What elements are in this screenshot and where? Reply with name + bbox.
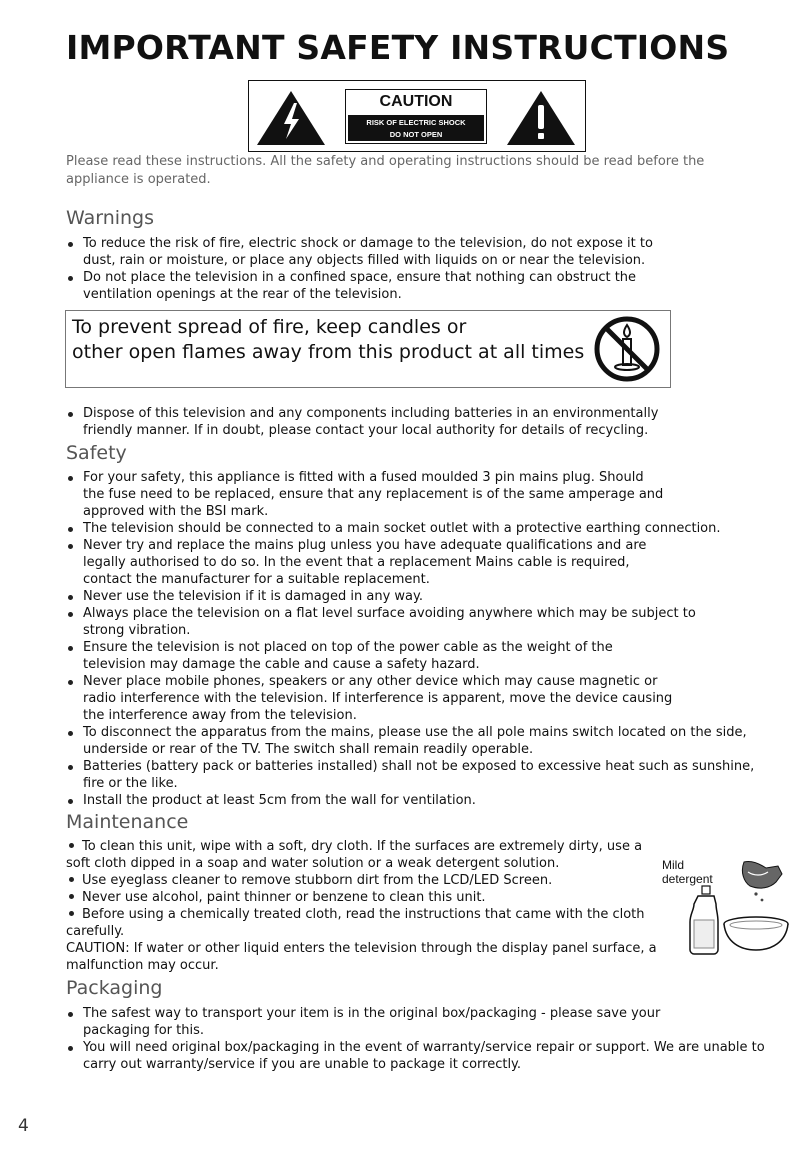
- mild-label-line-2: detergent: [662, 872, 713, 886]
- no-open-flame-icon: [593, 315, 661, 383]
- list-item: Never place mobile phones, speakers or any other device which may cause magnetic or radio interference with the television. If interference is apparent, move the device causing the interference away from the television.: [66, 673, 686, 724]
- caution-line-1: RISK OF ELECTRIC SHOCK: [366, 118, 466, 127]
- list-item: To reduce the risk of fire, electric shock or damage to the television, do not expose it to dust, rain or moisture, or place any objects filled with liquids on or near the television.: [66, 235, 666, 269]
- list-item: Batteries (battery pack or batteries installed) shall not be exposed to excessive heat such as sunshine, fire or the like.: [66, 758, 756, 792]
- list-item: Install the product at least 5cm from the wall for ventilation.: [66, 792, 756, 809]
- list-item: Ensure the television is not placed on top of the power cable as the weight of the television may damage the cable and cause a safety hazard.: [66, 639, 643, 673]
- caution-warning-label: [248, 80, 586, 152]
- candle-warning-text: [72, 315, 584, 365]
- caution-line-2: DO NOT OPEN: [389, 130, 443, 139]
- list-item: Do not place the television in a confined space, ensure that nothing can obstruct the ventilation openings at the rear of the television.: [66, 269, 666, 303]
- warnings-list: [66, 235, 666, 303]
- lightning-warning-icon: [255, 89, 327, 147]
- packaging-heading: Packaging: [66, 977, 163, 999]
- maintenance-heading: Maintenance: [66, 811, 189, 833]
- maintenance-item: Before using a chemically treated cloth, read the instructions that came with the cloth carefully.: [66, 907, 645, 939]
- list-item: Always place the television on a flat level surface avoiding anywhere which may be subject to strong vibration.: [66, 605, 701, 639]
- safety-list: [66, 469, 756, 809]
- list-item: The safest way to transport your item is in the original box/packaging - please save your packaging for this.: [66, 1005, 673, 1039]
- candle-warning-line-2: other open flames away from this product at all times: [72, 341, 585, 363]
- maintenance-section: [66, 838, 661, 974]
- caution-word: CAUTION: [379, 93, 453, 110]
- candle-warning-line-1: To prevent spread of fire, keep candles or: [72, 316, 467, 338]
- list-item: Never use the television if it is damaged in any way.: [66, 588, 756, 605]
- page-title: IMPORTANT SAFETY INSTRUCTIONS: [66, 28, 730, 67]
- mild-label-line-1: Mild: [662, 858, 685, 872]
- page-number: 4: [18, 1116, 29, 1136]
- list-item: You will need original box/packaging in the event of warranty/service repair or support. We are unable to carry out warranty/service if you are unable to package it correctly.: [66, 1039, 766, 1073]
- intro-text: Please read these instructions. All the safety and operating instructions should be read before the appliance is operated.: [66, 154, 705, 187]
- maintenance-item: Use eyeglass cleaner to remove stubborn dirt from the LCD/LED Screen.: [66, 872, 661, 889]
- list-item: Dispose of this television and any components including batteries in an environmentally friendly manner. If in doubt, please contact your local authority for details of recycling.: [66, 405, 666, 439]
- list-item: The television should be connected to a main socket outlet with a protective earthing connection.: [66, 520, 756, 537]
- warnings-list-continued: [66, 405, 666, 439]
- warnings-heading: Warnings: [66, 207, 155, 229]
- safety-heading: Safety: [66, 442, 127, 464]
- maintenance-item: To clean this unit, wipe with a soft, dry cloth. If the surfaces are extremely dirty, use a soft cloth dipped in a soap and water solution or a weak detergent solution.: [66, 839, 643, 871]
- maintenance-caution: CAUTION: If water or other liquid enters the television through the display panel surface, a malfunction may occur.: [66, 941, 657, 973]
- exclamation-warning-icon: [505, 89, 577, 147]
- detergent-bottle-illustration: [686, 860, 790, 960]
- list-item: Never try and replace the mains plug unless you have adequate qualifications and are legally authorised to do so. In the event that a replacement Mains cable is required, contact the manufacturer for a suitable replacement.: [66, 537, 658, 588]
- maintenance-item: Never use alcohol, paint thinner or benzene to clean this unit.: [66, 889, 661, 906]
- list-item: To disconnect the apparatus from the mains, please use the all pole mains switch located on the side, underside or rear of the TV. The switch shall remain readily operable.: [66, 724, 756, 758]
- list-item: For your safety, this appliance is fitted with a fused moulded 3 pin mains plug. Should the fuse need to be replaced, ensure that any replacement is of the same amperage and approved with the BSI mark.: [66, 469, 669, 520]
- candle-warning-box: [65, 310, 671, 388]
- caution-plate: [345, 89, 487, 144]
- caution-subtext: [348, 115, 484, 141]
- packaging-list: [66, 1005, 766, 1073]
